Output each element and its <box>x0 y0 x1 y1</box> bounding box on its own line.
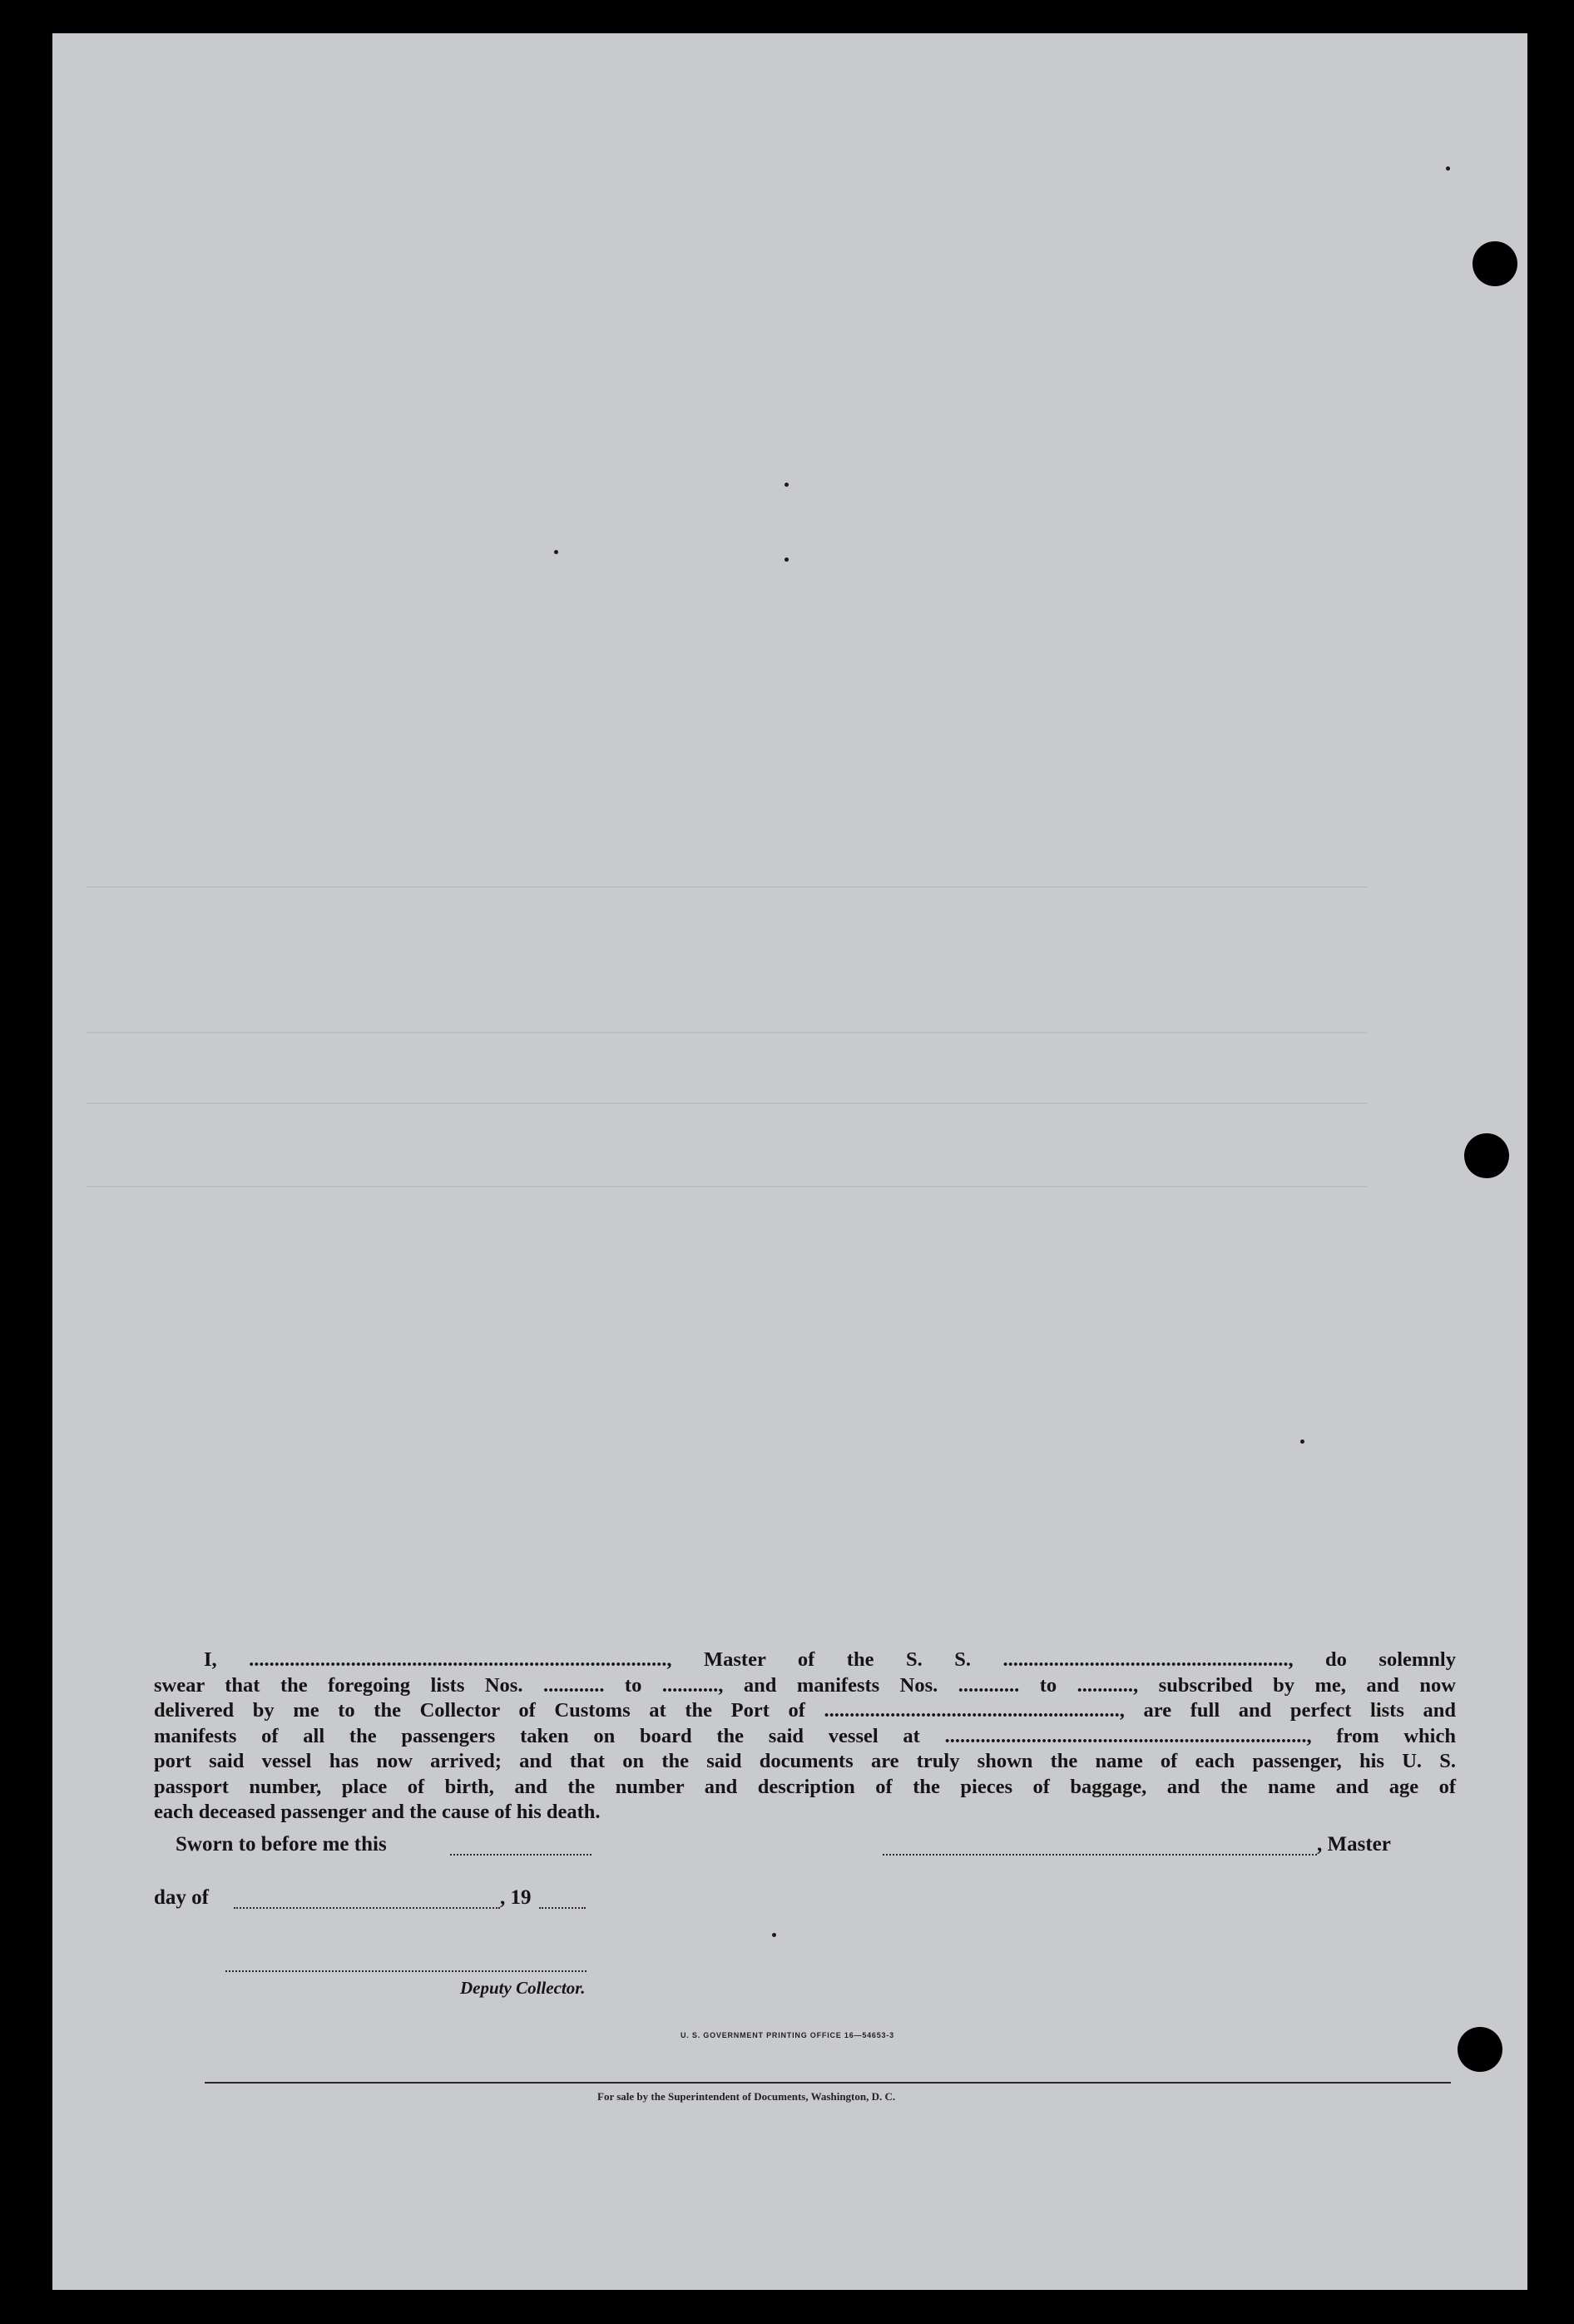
speck <box>1446 166 1450 171</box>
speck <box>785 557 789 562</box>
day-label: day of <box>154 1886 209 1909</box>
ghost-line <box>86 1032 1367 1033</box>
year-label: , 19 <box>500 1886 532 1909</box>
oath-line-4: manifests of all the passengers taken on board the said vessel at ......................................................................., from which <box>154 1724 1456 1747</box>
ghost-line <box>86 1186 1367 1187</box>
printing-office-imprint: U. S. GOVERNMENT PRINTING OFFICE 16—54653-3 <box>681 2031 894 2039</box>
speck <box>785 483 789 487</box>
day-of-field[interactable] <box>234 1907 500 1909</box>
sale-notice: For sale by the Superintendent of Documents, Washington, D. C. <box>597 2090 896 2103</box>
master-signature-field[interactable] <box>883 1854 1317 1856</box>
speck <box>1300 1439 1304 1444</box>
oath-line-6: passport number, place of birth, and the number and description of the pieces of baggage, and the name and age of <box>154 1775 1456 1798</box>
ghost-line <box>86 886 1367 888</box>
sworn-date-field[interactable] <box>450 1854 591 1856</box>
punch-hole-bottom <box>1458 2027 1502 2072</box>
speck <box>554 550 558 554</box>
ghost-line <box>86 1103 1367 1104</box>
oath-line-3: delivered by me to the Collector of Customs at the Port of .........................................................., are full and perfect lists and <box>154 1699 1456 1722</box>
deputy-signature-field[interactable] <box>225 1970 587 1972</box>
speck <box>772 1933 776 1937</box>
year-field[interactable] <box>539 1907 586 1909</box>
deputy-collector-label: Deputy Collector. <box>460 1978 586 1998</box>
oath-line-5: port said vessel has now arrived; and that on the said documents are truly shown the name of each passenger, his U. S. <box>154 1750 1456 1772</box>
footer-rule <box>205 2082 1451 2084</box>
master-label: , Master <box>1317 1833 1391 1856</box>
oath-line-7: each deceased passenger and the cause of his death. <box>154 1801 601 1823</box>
form-page <box>52 33 1527 2290</box>
sworn-label: Sworn to before me this <box>176 1833 387 1856</box>
punch-hole-top <box>1473 241 1517 286</box>
oath-line-2: swear that the foregoing lists Nos. ............ to ..........., and manifests Nos. ............ to ..........., subscribed by me, and now <box>154 1673 1456 1697</box>
oath-line-1: I, .................................................................................., Master of the S. S. ........................................................, do solemnly <box>204 1648 1456 1671</box>
punch-hole-middle <box>1464 1133 1509 1178</box>
oath-paragraph <box>154 1648 1456 1826</box>
